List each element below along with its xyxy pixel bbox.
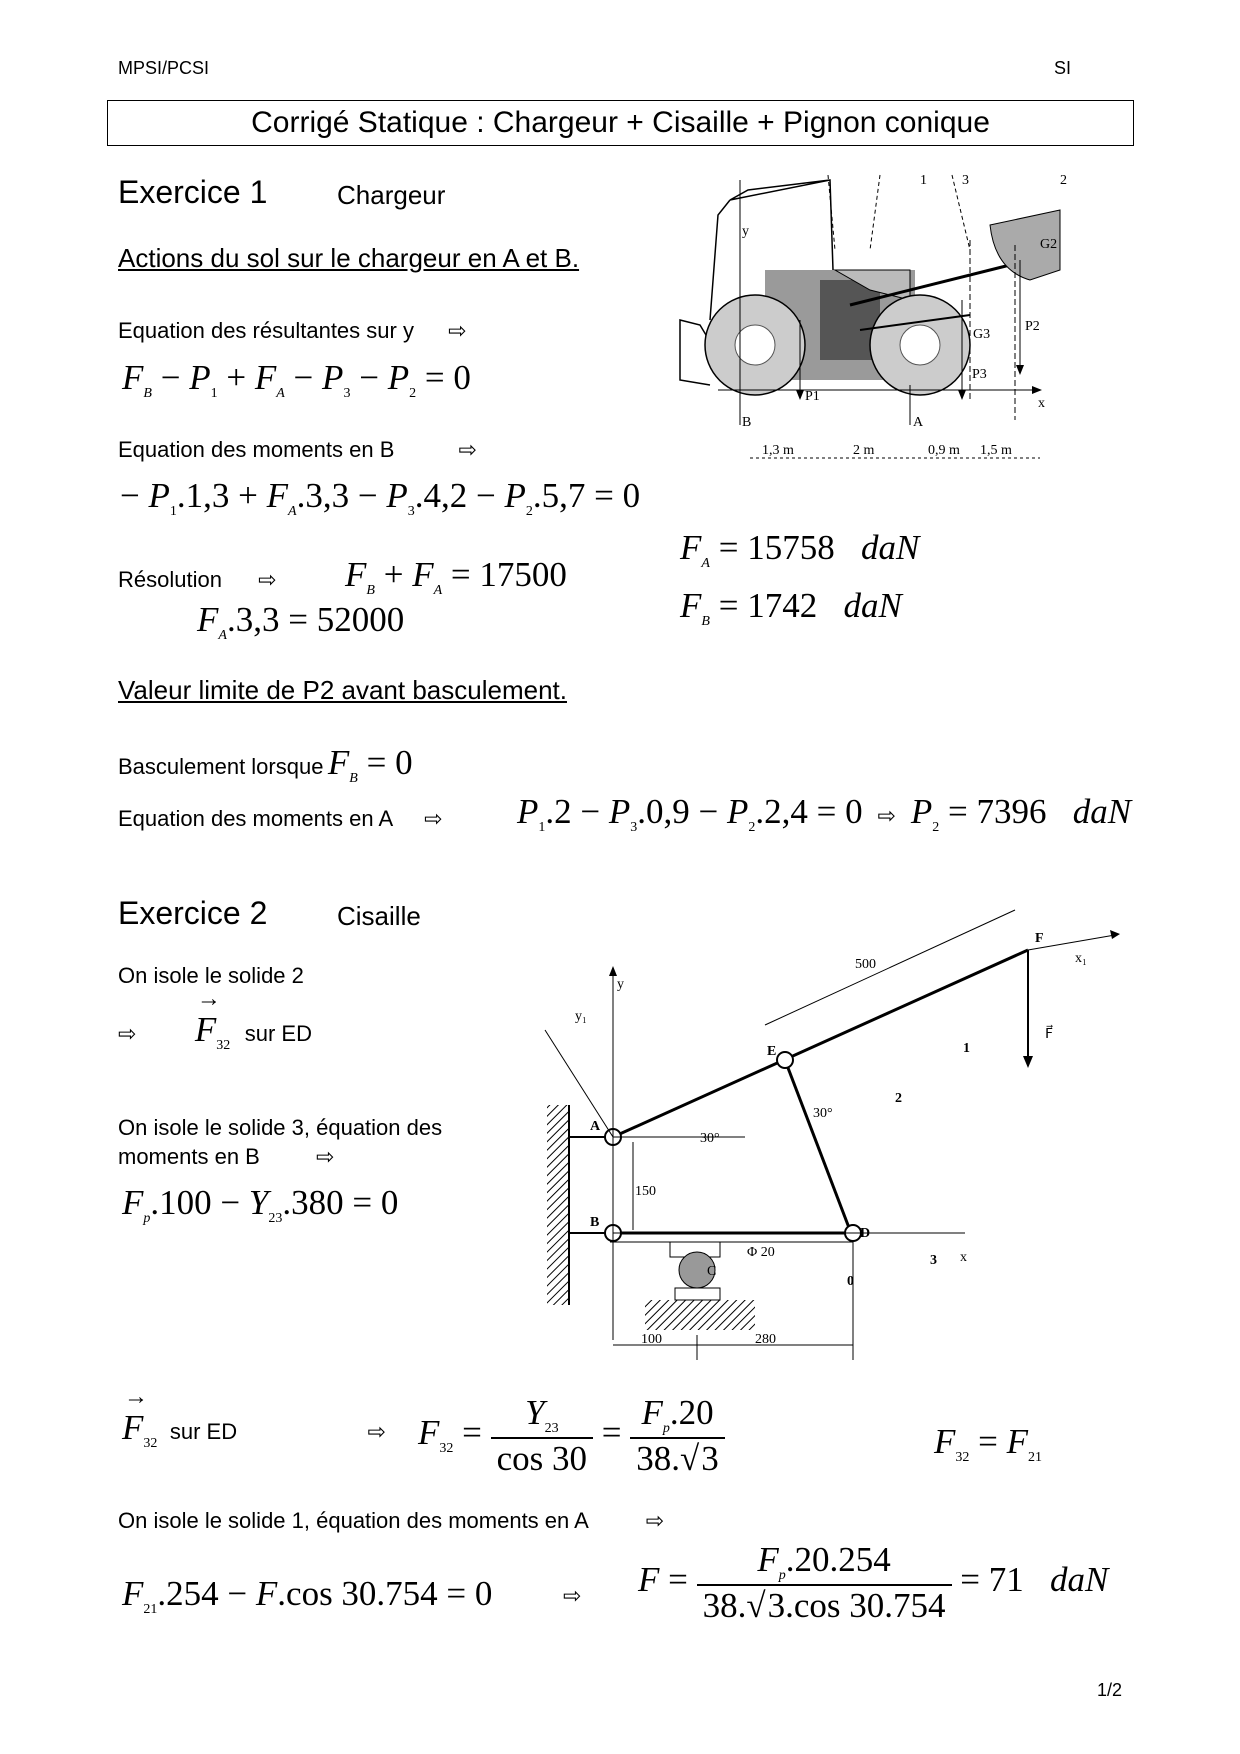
unit: daN [1050, 1560, 1109, 1600]
eq-mom-label [118, 437, 477, 463]
arrow-right-icon: ⇨ [367, 1419, 386, 1444]
iso3-text: On isole le solide 3, équation des moments en B [118, 1115, 443, 1169]
iso1-label [118, 1508, 664, 1534]
ex2-heading: Exercice 2 [118, 895, 268, 931]
svg-text:1: 1 [963, 1041, 970, 1056]
svg-text:2: 2 [1060, 173, 1067, 188]
svg-text:0: 0 [847, 1274, 854, 1289]
arrow-right-icon: ⇨ [458, 437, 477, 462]
svg-text:30°: 30° [813, 1106, 833, 1121]
bascul-label: Basculement lorsque [118, 754, 324, 779]
unit: daN [843, 586, 902, 625]
svg-text:3: 3 [930, 1253, 937, 1268]
svg-text:A: A [590, 1119, 601, 1134]
eq-moments-a: $P_1.2 - P_3.0,9 - P_2.2,4 = 0$ ⇨ $P_2 = 7396$ daN [517, 792, 1132, 835]
fig1-label: 1,3 m [762, 443, 794, 458]
svg-text:3: 3 [962, 173, 969, 188]
iso3-label [118, 1113, 498, 1171]
svg-text:B: B [742, 415, 752, 430]
arrow-right-icon: ⇨ [424, 806, 443, 831]
sur-ed-label: sur ED [169, 1419, 238, 1444]
arrow-right-icon: ⇨ [645, 1508, 665, 1533]
ex1-section2: Valeur limite de P2 avant basculement. [118, 675, 567, 705]
svg-text:G2: G2 [1040, 237, 1058, 252]
eq-moments-b-ex2: $F_p.100 - Y_{23}.380 = 0$ [122, 1183, 399, 1226]
svg-text:E: E [767, 1044, 777, 1059]
page-title: Corrigé Statique : Chargeur + Cisaille + Pignon conique [251, 106, 990, 139]
ex2-subject: Cisaille [337, 901, 421, 931]
fa-value: 15758 [747, 528, 835, 567]
iso2-label: On isole le solide 2 [118, 963, 304, 988]
header-right: SI [1054, 58, 1072, 78]
svg-text:F: F [1035, 931, 1044, 946]
unit: daN [1072, 792, 1132, 831]
svg-text:y₁: y₁ [575, 1009, 587, 1024]
iso1-text: On isole le solide 1, équation des moments en A [118, 1508, 588, 1533]
page-number: 1/2 [1097, 1680, 1123, 1700]
eq-f32-f21: $F_{32} = F_{21}$ [934, 1422, 1043, 1465]
shear-figure [535, 890, 1125, 1360]
svg-text:G3: G3 [973, 327, 991, 342]
p2-value: 7396 [976, 792, 1047, 831]
svg-text:y: y [617, 977, 624, 992]
eq-moments-b: − $P_1.1,3 + F_A.3,3 - P_3.4,2 - P_2.5,7 = 0$ [120, 476, 641, 519]
eq-f32: $F_{32}$ = $\frac{Y_{23}}{\cos 30}$ = $\frac{F_p.20}{38.√3}$ [418, 1393, 725, 1479]
svg-text:P2: P2 [1025, 319, 1040, 334]
fig1-label: 1,5 m [980, 443, 1012, 458]
fig2-label: 500 [855, 957, 876, 972]
eq-mom-a-text: Equation des moments en A [118, 806, 392, 831]
header-left: MPSI/PCSI [118, 58, 210, 78]
result-fb: $F_B = 1742$ daN [680, 586, 902, 629]
svg-text:y: y [742, 224, 749, 239]
svg-text:280: 280 [755, 1332, 776, 1347]
svg-text:x: x [960, 1250, 967, 1265]
svg-text:A: A [913, 415, 924, 430]
svg-text:30°: 30° [700, 1131, 720, 1146]
svg-text:C: C [707, 1264, 717, 1279]
ex1-heading: Exercice 1 [118, 174, 268, 210]
arrow-right-icon: ⇨ [871, 803, 903, 828]
eq-sum: $F_B + F_A = 17500$ [345, 555, 567, 598]
eq-resultantes: $F_B - P_1 + F_A - P_3 - P_2 = 0$ [122, 358, 471, 401]
arrow-right-icon: ⇨ [258, 567, 277, 592]
svg-text:Φ 20: Φ 20 [747, 1245, 775, 1260]
eq-res-label [118, 318, 467, 344]
svg-text:x: x [1038, 396, 1045, 411]
result-fa: $F_A = 15758$ daN [680, 528, 920, 571]
fig1-label: 0,9 m [928, 443, 960, 458]
svg-text:B: B [590, 1215, 600, 1230]
f32-vector: → $F_{32}$ [195, 1010, 230, 1049]
bascul-line [118, 743, 413, 787]
svg-text:D: D [860, 1226, 871, 1241]
eq-res-text: Equation des résultantes sur y [118, 318, 414, 343]
eq-mom-text: Equation des moments en B [118, 437, 395, 462]
resolution-label [118, 567, 277, 593]
loader-figure [670, 170, 1070, 470]
f32-line [118, 1010, 312, 1054]
eq-moments-a-ex2: $F_{21}.254 - F.\cos$ 30.754 = 0 [122, 1574, 493, 1617]
unit: daN [860, 528, 920, 567]
svg-text:1: 1 [920, 173, 927, 188]
fb-value: 1742 [747, 586, 818, 625]
resolution-text: Résolution [118, 567, 222, 592]
arrow-right-icon: ⇨ [448, 318, 467, 343]
ex1-subject: Chargeur [337, 180, 446, 210]
svg-text:150: 150 [635, 1184, 656, 1199]
sur-ed-label: sur ED [244, 1021, 312, 1046]
arrow-right-icon: ⇨ [315, 1144, 335, 1169]
svg-text:x₁: x₁ [1075, 951, 1087, 966]
result-value: 71 [988, 1560, 1024, 1600]
svg-text:100: 100 [641, 1332, 662, 1347]
f32-vector: → $F_{32}$ [122, 1408, 157, 1447]
svg-text:P3: P3 [972, 367, 987, 382]
arrow-right-icon: ⇨ [118, 1021, 137, 1046]
title-box [107, 100, 1134, 146]
f32-sur-ed-line [122, 1408, 386, 1452]
arrow-right-icon: ⇨ [563, 1583, 582, 1608]
fig1-label: 2 m [853, 443, 875, 458]
eq-fb-zero: $F_B = 0$ [327, 743, 413, 786]
ex1-section1: Actions du sol sur le chargeur en A et B. [118, 243, 580, 273]
eq-fa: $F_A.3,3 = 52000$ [197, 600, 405, 643]
svg-text:P1: P1 [805, 389, 820, 404]
svg-text:F⃗: F⃗ [1045, 1027, 1054, 1042]
svg-text:2: 2 [895, 1091, 902, 1106]
eq-mom-a-label [118, 806, 443, 832]
eq-result-f: F = $\frac{F_p.20.254}{38.√3.\cos 30.754}$ = 71 daN [638, 1540, 1109, 1625]
